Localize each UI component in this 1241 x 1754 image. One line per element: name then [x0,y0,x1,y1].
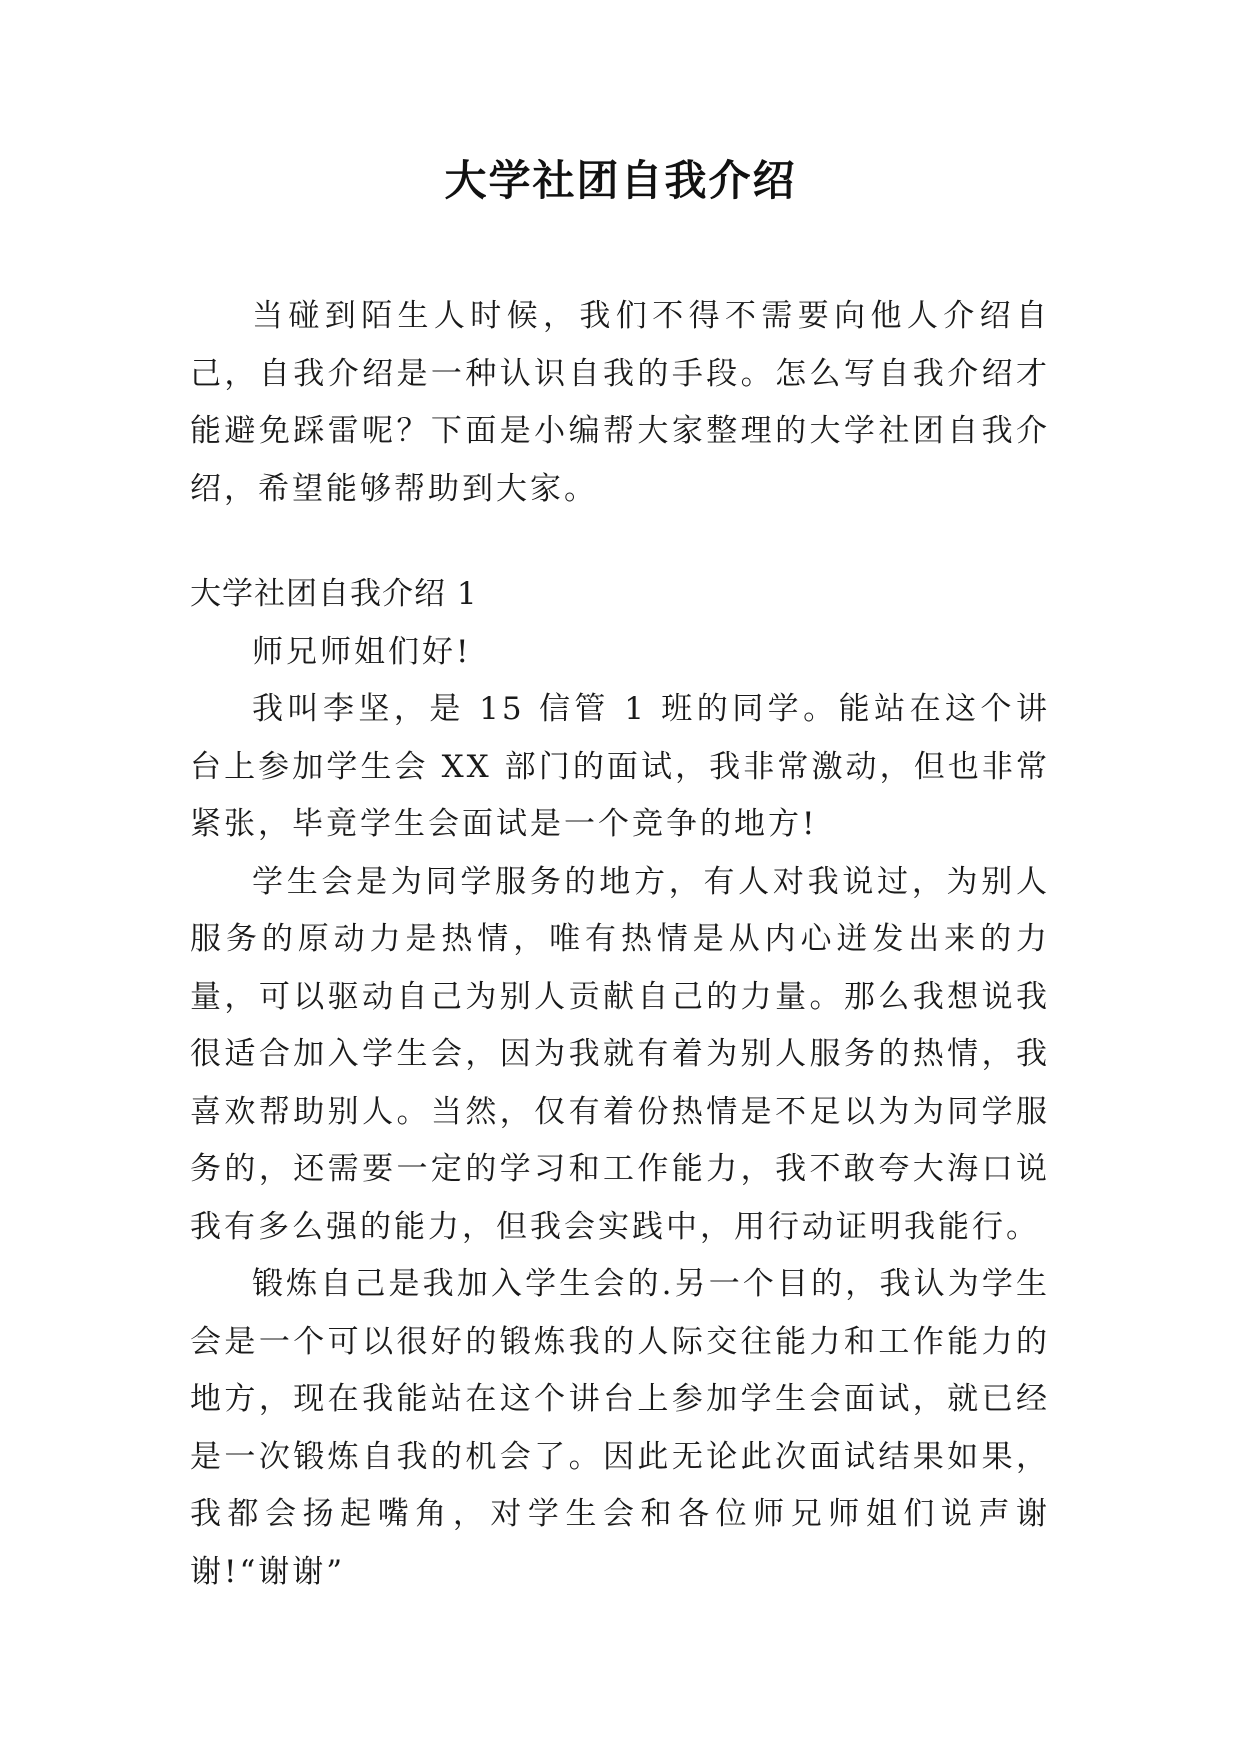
greeting-paragraph: 师兄师姐们好! [252,633,472,670]
body-paragraph: 我叫李坚，是 15 信管 1 班的同学。能站在这个讲台上参加学生会 XX 部门的面试，我非常激动，但也非常紧张，毕竟学生会面试是一个竞争的地方! [190,691,1050,842]
document-body [190,288,1050,1601]
body-paragraph: 学生会是为同学服务的地方，有人对我说过，为别人服务的原动力是热情，唯有热情是从内心迸发出来的力量，可以驱动自己为别人贡献自己的力量。那么我想说我很适合加入学生会，因为我就有着为别人服务的热情，我喜欢帮助别人。当然，仅有着份热情是不足以为为同学服务的，还需要一定的学习和工作能力，我不敢夸大海口说我有多么强的能力，但我会实践中，用行动证明我能行。 [190,863,1050,1245]
document-title: 大学社团自我介绍 [444,156,797,205]
section-heading: 大学社团自我介绍 1 [190,576,478,612]
body-paragraph: 锻炼自己是我加入学生会的.另一个目的，我认为学生会是一个可以很好的锻炼我的人际交往能力和工作能力的地方，现在我能站在这个讲台上参加学生会面试，就已经是一次锻炼自我的机会了。因此无论此次面试结果如果，我都会扬起嘴角，对学生会和各位师兄师姐们说声谢谢!“谢谢” [190,1266,1050,1590]
intro-paragraph: 当碰到陌生人时候，我们不得不需要向他人介绍自己，自我介绍是一种认识自我的手段。怎么写自我介绍才能避免踩雷呢？下面是小编帮大家整理的大学社团自我介绍，希望能够帮助到大家。 [190,298,1050,507]
